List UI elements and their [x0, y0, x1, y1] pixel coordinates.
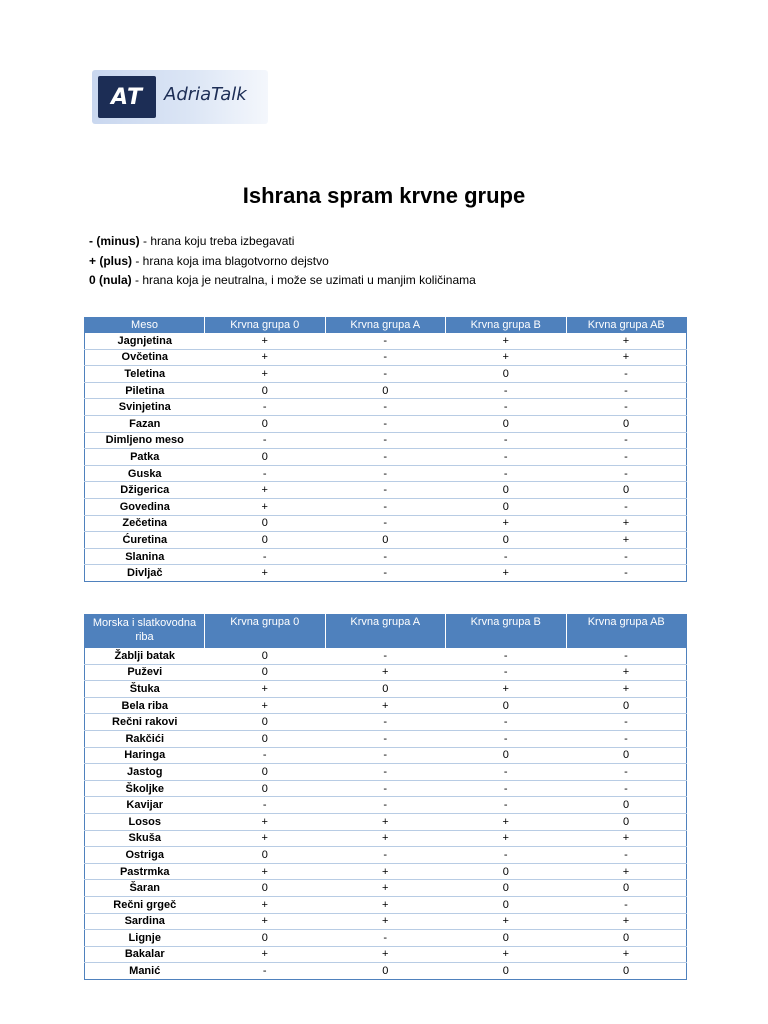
rating-cell: - [446, 449, 567, 466]
rating-cell: 0 [446, 498, 567, 515]
rating-cell: - [446, 382, 567, 399]
rating-cell: + [325, 813, 446, 830]
rating-cell: + [446, 813, 567, 830]
rating-cell: - [446, 465, 567, 482]
rating-cell: + [566, 681, 687, 698]
table-row [85, 415, 687, 432]
rating-cell: + [566, 515, 687, 532]
food-name-cell: Lignje [85, 930, 205, 947]
table-row [85, 730, 687, 747]
rating-cell: 0 [566, 963, 687, 980]
rating-cell: 0 [566, 797, 687, 814]
rating-cell: - [446, 548, 567, 565]
legend-text: - hrana koja ima blagotvorno dejstvo [132, 253, 329, 268]
rating-cell: - [446, 797, 567, 814]
legend-item-plus [89, 252, 476, 272]
rating-cell: + [325, 664, 446, 681]
rating-cell: 0 [205, 847, 326, 864]
rating-cell: - [446, 399, 567, 416]
table-header-row [85, 317, 687, 333]
rating-cell: 0 [205, 449, 326, 466]
rating-cell: + [205, 681, 326, 698]
rating-cell: + [566, 333, 687, 349]
rating-cell: + [205, 896, 326, 913]
table-row [85, 515, 687, 532]
food-name-cell: Piletina [85, 382, 205, 399]
rating-cell: - [325, 333, 446, 349]
food-name-cell: Slanina [85, 548, 205, 565]
rating-cell: + [566, 532, 687, 549]
table-row [85, 648, 687, 664]
table-row [85, 896, 687, 913]
food-name-cell: Guska [85, 465, 205, 482]
rating-cell: + [325, 697, 446, 714]
rating-cell: 0 [205, 780, 326, 797]
rating-cell: - [325, 415, 446, 432]
rating-cell: - [205, 963, 326, 980]
rating-cell: - [446, 664, 567, 681]
column-header: Krvna grupa 0 [205, 614, 326, 648]
rating-cell: + [325, 863, 446, 880]
food-name-cell: Jagnjetina [85, 333, 205, 349]
rating-cell: - [566, 730, 687, 747]
logo-wordmark: AdriaTalk [164, 84, 247, 105]
food-name-cell: Dimljeno meso [85, 432, 205, 449]
rating-cell: + [446, 349, 567, 366]
food-name-cell: Sardina [85, 913, 205, 930]
rating-cell: 0 [446, 963, 567, 980]
column-header: Krvna grupa 0 [205, 317, 326, 333]
table-row [85, 565, 687, 582]
rating-cell: - [325, 432, 446, 449]
table-header-row [85, 614, 687, 648]
rating-cell: 0 [325, 963, 446, 980]
fish-table [84, 614, 687, 980]
rating-cell: - [325, 515, 446, 532]
rating-cell: 0 [566, 880, 687, 897]
rating-cell: - [566, 896, 687, 913]
rating-cell: + [325, 896, 446, 913]
rating-cell: + [446, 830, 567, 847]
rating-cell: + [205, 913, 326, 930]
rating-cell: + [566, 913, 687, 930]
rating-cell: + [205, 697, 326, 714]
food-name-cell: Skuša [85, 830, 205, 847]
rating-cell: 0 [566, 813, 687, 830]
column-header: Meso [85, 317, 205, 333]
table-row [85, 681, 687, 698]
rating-cell: - [566, 565, 687, 582]
rating-cell: - [566, 382, 687, 399]
column-header: Krvna grupa AB [566, 317, 687, 333]
rating-cell: - [446, 432, 567, 449]
rating-cell: 0 [446, 697, 567, 714]
rating-cell: + [325, 880, 446, 897]
rating-cell: + [566, 664, 687, 681]
legend-text: - hrana koju treba izbegavati [139, 234, 295, 248]
rating-cell: + [205, 349, 326, 366]
table-row [85, 780, 687, 797]
food-name-cell: Pastrmka [85, 863, 205, 880]
table-row [85, 813, 687, 830]
rating-cell: - [205, 747, 326, 764]
table-row [85, 465, 687, 482]
food-name-cell: Rakčići [85, 730, 205, 747]
rating-cell: + [325, 946, 446, 963]
table-row [85, 863, 687, 880]
rating-cell: - [446, 780, 567, 797]
rating-cell: + [205, 333, 326, 349]
column-header: Morska i slatkovodna riba [85, 614, 205, 648]
rating-cell: - [325, 482, 446, 499]
rating-cell: - [325, 548, 446, 565]
food-name-cell: Svinjetina [85, 399, 205, 416]
rating-cell: 0 [566, 482, 687, 499]
rating-cell: 0 [446, 880, 567, 897]
rating-cell: + [566, 863, 687, 880]
rating-cell: 0 [446, 532, 567, 549]
table-row [85, 333, 687, 349]
table-row [85, 963, 687, 980]
rating-cell: - [325, 714, 446, 731]
rating-cell: 0 [325, 532, 446, 549]
rating-cell: - [566, 764, 687, 781]
food-name-cell: Žablji batak [85, 648, 205, 664]
food-name-cell: Jastog [85, 764, 205, 781]
rating-cell: - [446, 648, 567, 664]
rating-cell: + [566, 349, 687, 366]
rating-cell: + [205, 863, 326, 880]
food-name-cell: Zečetina [85, 515, 205, 532]
food-name-cell: Manić [85, 963, 205, 980]
table-row [85, 797, 687, 814]
rating-cell: - [566, 780, 687, 797]
rating-cell: - [325, 747, 446, 764]
rating-cell: - [325, 780, 446, 797]
table-row [85, 449, 687, 466]
rating-cell: - [325, 930, 446, 947]
rating-cell: + [446, 333, 567, 349]
rating-cell: 0 [205, 532, 326, 549]
legend-symbol: 0 (nula) [89, 273, 132, 287]
table-row [85, 366, 687, 383]
food-name-cell: Divljač [85, 565, 205, 582]
food-name-cell: Bela riba [85, 697, 205, 714]
food-name-cell: Kavijar [85, 797, 205, 814]
rating-cell: 0 [205, 730, 326, 747]
legend-text: - hrana koja je neutralna, i može se uzimati u manjim količinama [131, 273, 476, 287]
rating-cell: - [325, 730, 446, 747]
food-name-cell: Ovčetina [85, 349, 205, 366]
table-row [85, 880, 687, 897]
rating-cell: 0 [566, 415, 687, 432]
food-name-cell: Fazan [85, 415, 205, 432]
rating-cell: 0 [566, 930, 687, 947]
legend-symbol: - (minus) [89, 234, 140, 248]
food-name-cell: Džigerica [85, 482, 205, 499]
rating-cell: - [566, 432, 687, 449]
food-name-cell: Štuka [85, 681, 205, 698]
rating-cell: + [566, 830, 687, 847]
legend-item-minus [89, 232, 476, 252]
rating-cell: - [325, 648, 446, 664]
rating-cell: + [205, 366, 326, 383]
legend [89, 232, 476, 291]
rating-cell: + [205, 946, 326, 963]
rating-cell: + [446, 681, 567, 698]
rating-cell: 0 [446, 482, 567, 499]
column-header: Krvna grupa B [446, 614, 567, 648]
food-name-cell: Ostriga [85, 847, 205, 864]
adriatalk-logo [92, 70, 268, 124]
rating-cell: 0 [205, 764, 326, 781]
rating-cell: 0 [446, 930, 567, 947]
food-name-cell: Rečni rakovi [85, 714, 205, 731]
rating-cell: - [446, 730, 567, 747]
rating-cell: 0 [205, 880, 326, 897]
rating-cell: - [325, 366, 446, 383]
column-header: Krvna grupa B [446, 317, 567, 333]
rating-cell: + [205, 813, 326, 830]
table-row [85, 764, 687, 781]
table-row [85, 930, 687, 947]
rating-cell: 0 [325, 382, 446, 399]
food-name-cell: Patka [85, 449, 205, 466]
rating-cell: - [325, 764, 446, 781]
rating-cell: - [566, 449, 687, 466]
legend-item-zero [89, 271, 476, 291]
rating-cell: 0 [566, 747, 687, 764]
food-name-cell: Šaran [85, 880, 205, 897]
rating-cell: - [205, 399, 326, 416]
rating-cell: - [566, 847, 687, 864]
rating-cell: 0 [205, 415, 326, 432]
rating-cell: - [566, 648, 687, 664]
rating-cell: - [566, 399, 687, 416]
rating-cell: - [205, 797, 326, 814]
rating-cell: - [446, 847, 567, 864]
table-row [85, 946, 687, 963]
table-row [85, 697, 687, 714]
table-row [85, 498, 687, 515]
food-name-cell: Rečni grgeč [85, 896, 205, 913]
rating-cell: - [205, 465, 326, 482]
food-name-cell: Bakalar [85, 946, 205, 963]
column-header: Krvna grupa A [325, 614, 446, 648]
table-row [85, 664, 687, 681]
table-row [85, 432, 687, 449]
rating-cell: - [566, 498, 687, 515]
table-row [85, 830, 687, 847]
rating-cell: + [205, 565, 326, 582]
column-header: Krvna grupa A [325, 317, 446, 333]
rating-cell: 0 [446, 747, 567, 764]
rating-cell: - [325, 399, 446, 416]
column-header: Krvna grupa AB [566, 614, 687, 648]
rating-cell: - [325, 498, 446, 515]
page-title: Ishrana spram krvne grupe [242, 183, 526, 208]
rating-cell: - [566, 714, 687, 731]
rating-cell: + [325, 913, 446, 930]
rating-cell: + [205, 498, 326, 515]
rating-cell: - [566, 548, 687, 565]
rating-cell: 0 [205, 930, 326, 947]
rating-cell: + [446, 515, 567, 532]
legend-symbol: + (plus) [89, 253, 133, 268]
rating-cell: + [446, 913, 567, 930]
rating-cell: + [446, 946, 567, 963]
rating-cell: 0 [205, 515, 326, 532]
rating-cell: - [325, 349, 446, 366]
rating-cell: - [566, 465, 687, 482]
table-row [85, 382, 687, 399]
rating-cell: 0 [446, 896, 567, 913]
rating-cell: 0 [446, 366, 567, 383]
rating-cell: - [325, 449, 446, 466]
food-name-cell: Puževi [85, 664, 205, 681]
rating-cell: + [566, 946, 687, 963]
table-row [85, 847, 687, 864]
food-name-cell: Govedina [85, 498, 205, 515]
rating-cell: - [325, 565, 446, 582]
table-row [85, 399, 687, 416]
food-name-cell: Ćuretina [85, 532, 205, 549]
rating-cell: + [205, 830, 326, 847]
table-row [85, 913, 687, 930]
table-row [85, 714, 687, 731]
rating-cell: 0 [325, 681, 446, 698]
rating-cell: + [205, 482, 326, 499]
table-row [85, 349, 687, 366]
logo-mark [98, 76, 156, 118]
table-row [85, 548, 687, 565]
rating-cell: - [446, 714, 567, 731]
rating-cell: - [205, 548, 326, 565]
logo-initials: AT [111, 84, 143, 110]
rating-cell: - [446, 764, 567, 781]
table-row [85, 532, 687, 549]
rating-cell: 0 [205, 664, 326, 681]
rating-cell: - [325, 797, 446, 814]
rating-cell: 0 [205, 648, 326, 664]
food-name-cell: Losos [85, 813, 205, 830]
table-row [85, 747, 687, 764]
rating-cell: - [205, 432, 326, 449]
rating-cell: + [325, 830, 446, 847]
rating-cell: 0 [446, 863, 567, 880]
table-row [85, 482, 687, 499]
food-name-cell: Školjke [85, 780, 205, 797]
rating-cell: 0 [446, 415, 567, 432]
rating-cell: - [325, 465, 446, 482]
rating-cell: + [446, 565, 567, 582]
rating-cell: 0 [205, 714, 326, 731]
rating-cell: 0 [566, 697, 687, 714]
meat-table [84, 317, 687, 582]
rating-cell: - [325, 847, 446, 864]
food-name-cell: Teletina [85, 366, 205, 383]
rating-cell: - [566, 366, 687, 383]
rating-cell: 0 [205, 382, 326, 399]
food-name-cell: Haringa [85, 747, 205, 764]
